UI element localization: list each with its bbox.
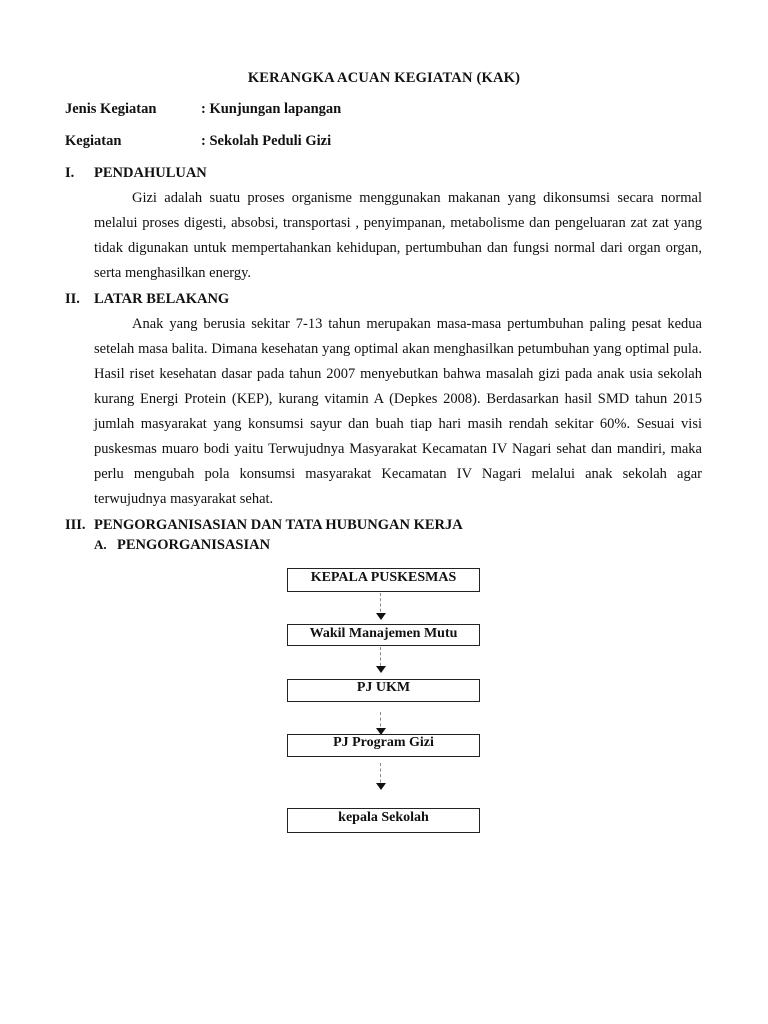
subsection-title: PENGORGANISASIAN <box>117 537 271 553</box>
subsection-heading-pengorganisasian <box>94 537 270 554</box>
org-box-kepala-sekolah: kepala Sekolah <box>287 808 480 833</box>
meta-row-kegiatan <box>65 133 331 150</box>
org-box-pj-program-gizi: PJ Program Gizi <box>287 734 480 757</box>
org-box-wakil-manajemen-mutu: Wakil Manajemen Mutu <box>287 624 480 646</box>
subsection-number: A. <box>94 537 107 552</box>
section-title: PENDAHULUAN <box>94 165 207 181</box>
section-heading-pengorganisasian <box>65 517 463 534</box>
meta-label: Kegiatan <box>65 133 122 149</box>
paragraph-latar-belakang: Anak yang berusia sekitar 7-13 tahun merupakan masa-masa pertumbuhan paling pesat kedua setelah masa balita. Dimana kesehatan yang optimal akan menghasilkan petumbuhan yang optimal pula. Hasil riset kesehatan dasar pada tahun 2007 menyebutkan bahwa masalah gizi pada anak usia sekolah kurang Energi Protein (KEP), kurang vitamin A (Depkes 2008). Berdasarkan hasil SMD tahun 2015 jumlah masyarakat yang konsumsi sayur dan buah tiap hari masih rendah sekitar 60%. Sesuai visi puskesmas muaro bodi yaitu Terwujudnya Masyarakat Kecamatan IV Nagari sehat dan mandiri, maka perlu mengubah pola konsumsi masyarakat Kecamatan IV Nagari melalui anak sekolah agar terwujudnya masyarakat sehat. <box>94 316 702 507</box>
section-title: LATAR BELAKANG <box>94 291 230 307</box>
meta-value: : Sekolah Peduli Gizi <box>201 133 332 149</box>
meta-row-jenis-kegiatan <box>65 101 341 118</box>
section-title: PENGORGANISASIAN DAN TATA HUBUNGAN KERJA <box>94 517 463 533</box>
org-box-kepala-puskesmas: KEPALA PUSKESMAS <box>287 568 480 592</box>
section-number: II. <box>65 291 80 307</box>
paragraph-pendahuluan: Gizi adalah suatu proses organisme menggunakan makanan yang dikonsumsi secara normal melalui proses digesti, absobsi, transportasi , penyimpanan, metabolisme dan pengeluaran zat zat yang tidak digunakan untuk mempertahankan kehidupan, pertumbuhan dan fungsi normal dari organ organ, serta menghasilkan energy. <box>94 190 702 281</box>
section-heading-latar-belakang <box>65 291 229 308</box>
section-number: I. <box>65 165 75 181</box>
org-box-pj-ukm: PJ UKM <box>287 679 480 702</box>
document-title: KERANGKA ACUAN KEGIATAN (KAK) <box>247 70 521 86</box>
section-number: III. <box>65 517 86 533</box>
meta-value: : Kunjungan lapangan <box>201 101 342 117</box>
section-heading-pendahuluan <box>65 165 207 182</box>
meta-label: Jenis Kegiatan <box>65 101 157 117</box>
